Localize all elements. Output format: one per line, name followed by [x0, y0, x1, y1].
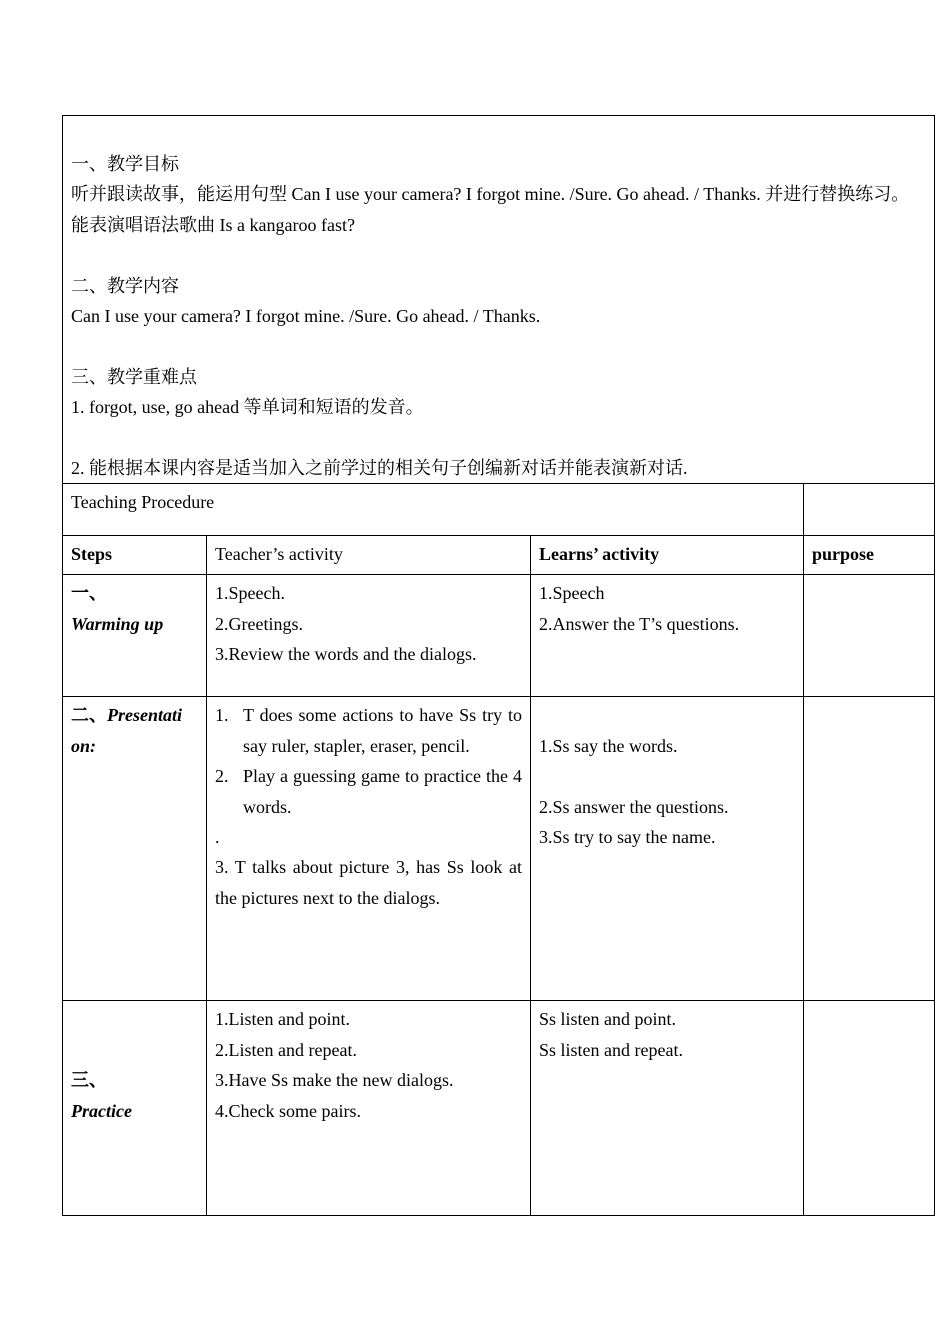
spacer [71, 240, 926, 270]
procedure-title-empty-cell [804, 484, 935, 536]
list-item: 3.Have Ss make the new dialogs. [215, 1070, 454, 1091]
list-item [215, 761, 522, 822]
step-number: 一、 [71, 583, 107, 604]
step-name: Presentati [107, 705, 182, 726]
spacer [71, 331, 926, 361]
table-row-presentation [63, 697, 935, 1001]
header-row [63, 536, 935, 575]
procedure-title: Teaching Procedure [63, 484, 804, 536]
spacer [71, 423, 926, 453]
learners-cell-practice [531, 1001, 804, 1216]
list-number: 1. [215, 705, 229, 726]
spacer [539, 700, 795, 730]
purpose-cell-warming [804, 575, 935, 697]
step-name: Warming up [71, 613, 164, 634]
procedure-title-row [63, 484, 935, 536]
step-cell-warming [63, 575, 207, 697]
step-label [71, 700, 198, 730]
step-name-continued: on: [71, 735, 97, 756]
teacher-cell-presentation [207, 697, 531, 1001]
list-item: 2.Greetings. [215, 613, 303, 634]
teacher-cell-warming [207, 575, 531, 697]
list-item: 2.Answer the T’s questions. [539, 613, 740, 634]
list-dot: . [215, 827, 220, 848]
intro-cell [63, 116, 935, 484]
list-item: Ss listen and point. [539, 1009, 677, 1030]
list-text: T does some actions to have Ss try to say ruler, stapler, eraser, pencil. [243, 705, 522, 756]
step-cell-presentation [63, 697, 207, 1001]
section2-title: 二、教学内容 [71, 275, 179, 296]
list-item: 1.Listen and point. [215, 1009, 350, 1030]
purpose-cell-presentation [804, 697, 935, 1001]
list-item: 1.Ss say the words. [539, 735, 678, 756]
list-item [215, 700, 522, 761]
list-item: 3.Review the words and the dialogs. [215, 644, 477, 665]
spacer [539, 761, 795, 791]
learners-cell-warming [531, 575, 804, 697]
section2-text: Can I use your camera? I forgot mine. /Sure. Go ahead. / Thanks. [71, 306, 541, 327]
list-item: 2.Listen and repeat. [215, 1039, 357, 1060]
step-cell-practice [63, 1001, 207, 1216]
teacher-cell-practice [207, 1001, 531, 1216]
lesson-plan-table [62, 115, 935, 1216]
list-text: Play a guessing game to practice the 4 words. [243, 766, 522, 817]
list-item: 2.Ss answer the questions. [539, 796, 729, 817]
header-teacher: Teacher’s activity [207, 536, 531, 575]
list-number: 2. [215, 766, 229, 787]
step-number: 二、 [71, 705, 107, 726]
section3-point1: 1. forgot, use, go ahead 等单词和短语的发音。 [71, 397, 424, 418]
list-item: 3.Ss try to say the name. [539, 827, 716, 848]
section3-point2: 2. 能根据本课内容是适当加入之前学过的相关句子创编新对话并能表演新对话. [71, 458, 688, 479]
list-item: 1.Speech [539, 583, 605, 604]
table-row-warming [63, 575, 935, 697]
section3-title: 三、教学重难点 [71, 366, 197, 387]
learners-cell-presentation [531, 697, 804, 1001]
list-item: 3. T talks about picture 3, has Ss look at the pictures next to the dialogs. [215, 857, 522, 908]
list-item: 1.Speech. [215, 583, 285, 604]
list-item: 4.Check some pairs. [215, 1100, 361, 1121]
lesson-plan [62, 115, 934, 1216]
section1-text: 听并跟读故事，能运用句型 Can I use your camera? I forgot mine. /Sure. Go ahead. / Thanks. 并进行替换练习。能表演唱语法歌曲 Is a kangaroo fast? [71, 184, 910, 235]
step-number: 三、 [71, 1070, 107, 1091]
header-steps: Steps [63, 536, 207, 575]
intro-row [63, 116, 935, 484]
table-row-practice [63, 1001, 935, 1216]
header-purpose: purpose [804, 536, 935, 575]
list-item: Ss listen and repeat. [539, 1039, 683, 1060]
purpose-cell-practice [804, 1001, 935, 1216]
header-learners: Learns’ activity [531, 536, 804, 575]
step-name: Practice [71, 1100, 132, 1121]
section1-title: 一、教学目标 [71, 154, 179, 174]
